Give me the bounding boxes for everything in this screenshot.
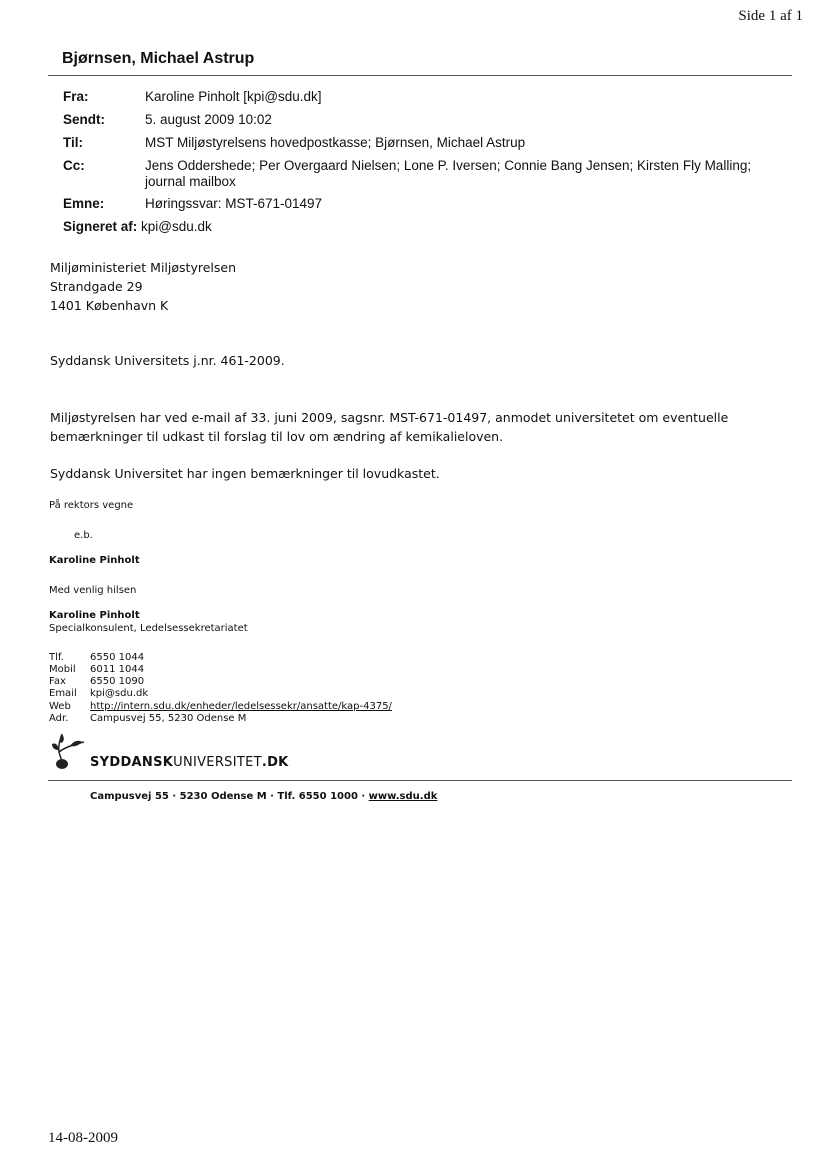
footer-address — [90, 791, 437, 802]
mobile-label: Mobil — [49, 664, 76, 675]
signed-by-value: kpi@sdu.dk — [141, 219, 212, 234]
body-paragraph-1: Miljøstyrelsen har ved e-mail af 33. juni 2009, sagsnr. MST-671-01497, anmodet universitetet om eventuelle bemærkninger til udkast til forslag til lov om ændring af kemikalieloven. — [50, 410, 729, 444]
web-link[interactable]: http://intern.sdu.dk/enheder/ledelsessekr/ansatte/kap-4375/ — [90, 701, 392, 712]
to-label: Til: — [63, 135, 83, 150]
email-value[interactable]: kpi@sdu.dk — [90, 688, 149, 699]
body-paragraph-2: Syddansk Universitet har ingen bemærkninger til lovudkastet. — [50, 466, 440, 481]
web-label: Web — [49, 701, 71, 712]
logo-part-universitet: UNIVERSITET — [173, 755, 262, 770]
footer-divider — [48, 780, 792, 781]
phone-label: Tlf. — [49, 652, 64, 663]
to-value: MST Miljøstyrelsens hovedpostkasse; Bjørnsen, Michael Astrup — [145, 135, 526, 150]
sdu-leaf-logo-icon — [50, 730, 90, 774]
greeting: Med venlig hilsen — [49, 585, 137, 596]
page-number: Side 1 af 1 — [738, 8, 803, 24]
footer-website-link[interactable]: www.sdu.dk — [368, 791, 438, 802]
phone-value: 6550 1044 — [90, 652, 145, 663]
address-line-3: 1401 København K — [50, 298, 169, 313]
rector-line: På rektors vegne — [49, 500, 134, 511]
sent-label: Sendt: — [63, 112, 105, 127]
signed-by-label: Signeret af: — [63, 219, 138, 234]
address-line-2: Strandgade 29 — [50, 279, 143, 294]
email-label: Email — [49, 688, 77, 699]
signature-name: Karoline Pinholt — [49, 610, 140, 621]
mobile-value: 6011 1044 — [90, 664, 145, 675]
journal-number: Syddansk Universitets j.nr. 461-2009. — [50, 353, 285, 368]
from-label: Fra: — [63, 89, 89, 104]
footer-address-text: Campusvej 55 · 5230 Odense M · Tlf. 6550 1000 · — [90, 791, 369, 802]
signature-title: Specialkonsulent, Ledelsessekretariatet — [49, 623, 248, 634]
signed-by-row — [63, 219, 212, 234]
address-line-1: Miljøministeriet Miljøstyrelsen — [50, 260, 236, 275]
logo-part-dk: .DK — [261, 755, 289, 770]
header-divider — [48, 75, 792, 76]
cc-label: Cc: — [63, 158, 85, 173]
fax-value: 6550 1090 — [90, 676, 145, 687]
sdu-logo-text — [90, 755, 289, 770]
subject-value: Høringssvar: MST-671-01497 — [145, 196, 323, 211]
sent-value: 5. august 2009 10:02 — [145, 112, 272, 127]
cc-value: Jens Oddershede; Per Overgaard Nielsen; Lone P. Iversen; Connie Bang Jensen; Kirsten Fly Malling; journal mailbox — [145, 158, 752, 189]
eb-line: e.b. — [74, 530, 93, 541]
signer-name: Karoline Pinholt — [49, 555, 140, 566]
address-value: Campusvej 55, 5230 Odense M — [90, 713, 247, 724]
email-title: Bjørnsen, Michael Astrup — [62, 50, 255, 67]
from-value: Karoline Pinholt [kpi@sdu.dk] — [145, 89, 322, 104]
print-date: 14-08-2009 — [48, 1130, 118, 1146]
logo-part-syddansk: SYDDANSK — [90, 755, 174, 770]
subject-label: Emne: — [63, 196, 105, 211]
address-label: Adr. — [49, 713, 69, 724]
fax-label: Fax — [49, 676, 66, 687]
